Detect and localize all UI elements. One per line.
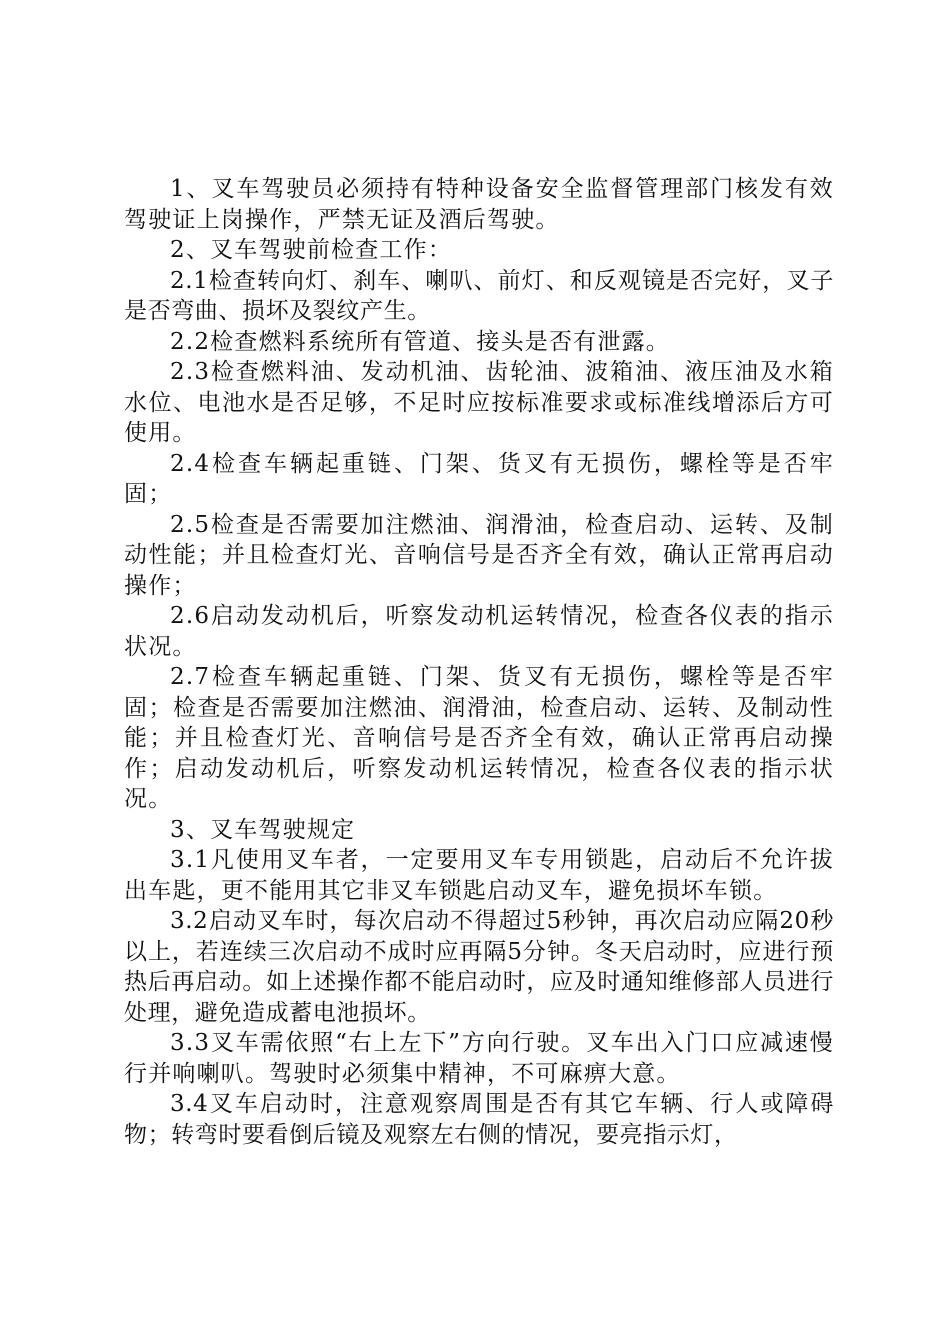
paragraph-rule-3-1: 3.1凡使用叉车者，一定要用叉车专用锁匙，启动后不允许拔出车匙，更不能用其它非叉车锁匙启动叉车，避免损坏车锁。: [124, 847, 834, 904]
paragraph-check-2-1: 2.1检查转向灯、刹车、喇叭、前灯、和反观镜是否完好，叉子是否弯曲、损坏及裂纹产生。: [124, 267, 834, 324]
paragraph-check-2-3: 2.3检查燃料油、发动机油、齿轮油、波箱油、液压油及水箱水位、电池水是否足够，不足时应按标准要求或标准线增添后方可使用。: [124, 359, 834, 446]
heading-driving-rules: 3、叉车驾驶规定: [170, 816, 356, 843]
paragraph-license-requirement: 1、叉车驾驶员必须持有特种设备安全监督管理部门核发有效驾驶证上岗操作，严禁无证及酒后驾驶。: [124, 176, 834, 233]
paragraph-rule-3-3: 3.3叉车需依照“右上左下”方向行驶。叉车出入门口应减速慢行并响喇叭。驾驶时必须集中精神，不可麻痹大意。: [124, 1030, 834, 1087]
paragraph-check-2-5: 2.5检查是否需要加注燃油、润滑油，检查启动、运转、及制动性能；并且检查灯光、音响信号是否齐全有效，确认正常再启动操作；: [124, 511, 834, 599]
heading-pre-drive-check: 2、叉车驾驶前检查工作：: [170, 237, 453, 263]
paragraph-check-2-6: 2.6启动发动机后，听察发动机运转情况，检查各仪表的指示状况。: [124, 603, 834, 660]
paragraph-check-2-2: 2.2检查燃料系统所有管道、接头是否有泄露。: [170, 328, 670, 355]
paragraph-rule-3-2: 3.2启动叉车时，每次启动不得超过5秒钟，再次启动应隔20秒以上，若连续三次启动不成时应再隔5分钟。冬天启动时，应进行预热后再启动。如上述操作都不能启动时，应及时通知维修部人员进行处理，避免造成蓄电池损坏。: [124, 908, 834, 1026]
paragraph-rule-3-4: 3.4叉车启动时，注意观察周围是否有其它车辆、行人或障碍物；转弯时要看倒后镜及观察左右侧的情况，要亮指示灯，: [124, 1091, 834, 1148]
paragraph-check-2-7: 2.7检查车辆起重链、门架、货叉有无损伤，螺栓等是否牢固；检查是否需要加注燃油、润滑油，检查启动、运转、及制动性能；并且检查灯光、音响信号是否齐全有效，确认正常再启动操作；启动发动机后，听察发动机运转情况，检查各仪表的指示状况。: [124, 664, 834, 812]
paragraph-check-2-4: 2.4检查车辆起重链、门架、货叉有无损伤，螺栓等是否牢固；: [124, 450, 834, 507]
document-body: [124, 174, 834, 1150]
